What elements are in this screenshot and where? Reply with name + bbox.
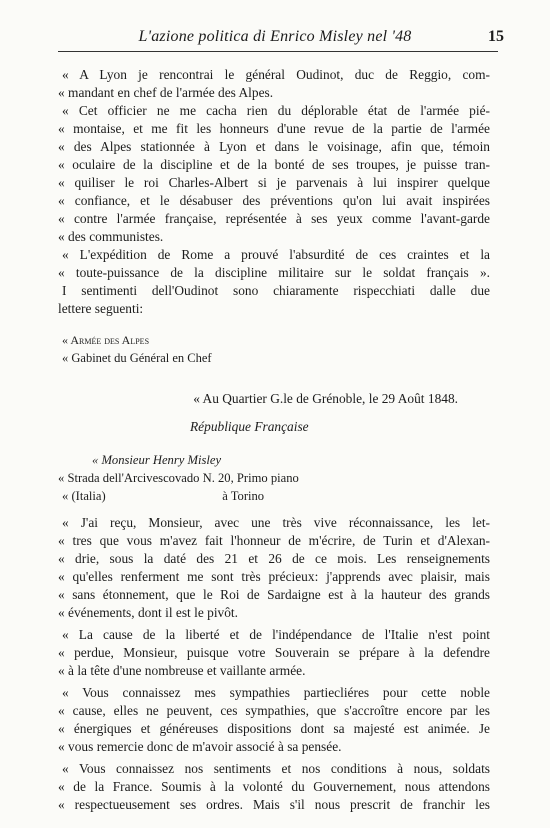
- text-line: « Cet officier ne me cacha rien du déplorable état de l'armée pié-: [62, 103, 490, 118]
- text-line: « des communistes.: [58, 229, 164, 244]
- text-line: « Vous connaissez nos sentiments et nos conditions à nous, soldats: [62, 761, 490, 776]
- text-line: « vous remercie donc de m'avoir associé à sa pensée.: [58, 739, 342, 754]
- text-line: lettere seguenti:: [58, 301, 144, 316]
- text-line: « L'expédition de Rome a prouvé l'absurdité de ces craintes et la: [62, 247, 490, 262]
- text-line: « qu'elles renferment me sont très précieux: j'apprends avec plaisir, mais: [58, 569, 490, 584]
- text-line: « à la tête d'une nombreuse et vaillante armée.: [58, 663, 306, 678]
- page-number: 15: [488, 28, 504, 45]
- text-line: « contre l'armée française, représentée à ses yeux comme l'avant-garde: [58, 211, 490, 226]
- text-line: « Vous connaissez mes sympathies partiecliéres pour cette noble: [62, 685, 490, 700]
- text-line: « énergiques et généreuses dispositions dont sa majesté est animée. Je: [58, 721, 490, 736]
- letter-addressee: « Monsieur Henry Misley: [92, 453, 222, 467]
- text-line: « toute-puissance de la discipline militaire sur le soldat français ».: [58, 265, 490, 280]
- letter-heading: République Française: [190, 419, 309, 434]
- text-line: « cause, elles ne peuvent, ces sympathies, que s'accroître encore par les: [58, 703, 490, 718]
- text-line: « montaise, et me fit les honneurs d'une revue de la partie de l'armée: [58, 121, 490, 136]
- text-line: « de la France. Soumis à la volonté du Gouvernement, nous attendons: [58, 779, 490, 794]
- text-line: « A Lyon je rencontrai le général Oudinot, duc de Reggio, com-: [62, 67, 490, 82]
- header-rule: [58, 51, 498, 52]
- text-line: « quiliser le roi Charles-Albert si je parvenais à lui inspirer quelque: [58, 175, 490, 190]
- letterhead-line: « Armée des Alpes: [62, 333, 150, 347]
- letter-address: « (Italia) à Torino: [62, 489, 265, 503]
- text-line: « mandant en chef de l'armée des Alpes.: [58, 85, 274, 100]
- text-line: « respectueusement ses ordres. Mais s'il nous prescrit de franchir les: [58, 797, 490, 812]
- letter-dateline: « Au Quartier G.le de Grénoble, le 29 Août 1848.: [193, 391, 458, 406]
- text-line: I sentimenti dell'Oudinot sono chiaramente rispecchiati dalle due: [62, 283, 490, 298]
- text-line: « des Alpes stationnée à Lyon et dans le voisinage, afin que, témoin: [58, 139, 490, 154]
- page-header: [0, 28, 550, 50]
- text-line: « événements, dont il est le pivôt.: [58, 605, 238, 620]
- letterhead-line: « Gabinet du Général en Chef: [62, 351, 212, 365]
- text-line: « La cause de la liberté et de l'indépendance de l'Italie n'est point: [62, 627, 490, 642]
- text-line: « confiance, et le désabuser des préventions qu'on lui avait inspirées: [58, 193, 490, 208]
- text-line: « drie, sous la daté des 21 et 26 de ce mois. Les renseignements: [58, 551, 490, 566]
- running-title: L'azione politica di Enrico Misley nel '48: [138, 28, 412, 45]
- text-line: « sans étonnement, que le Roi de Sardaigne est à la hauteur des grands: [58, 587, 490, 602]
- text-line: « perdue, Monsieur, puisque votre Souverain se prépare à la defendre: [58, 645, 490, 660]
- text-line: « oculaire de la discipline et de la bonté de ses troupes, je puisse tran-: [58, 157, 490, 172]
- text-line: « J'ai reçu, Monsieur, avec une très vive réconnaissance, les let-: [62, 515, 490, 530]
- text-line: « tres que vous m'avez fait l'honneur de m'écrire, de Turin et d'Alexan-: [58, 533, 490, 548]
- letter-address: « Strada dell'Arcivescovado N. 20, Primo piano: [58, 471, 299, 485]
